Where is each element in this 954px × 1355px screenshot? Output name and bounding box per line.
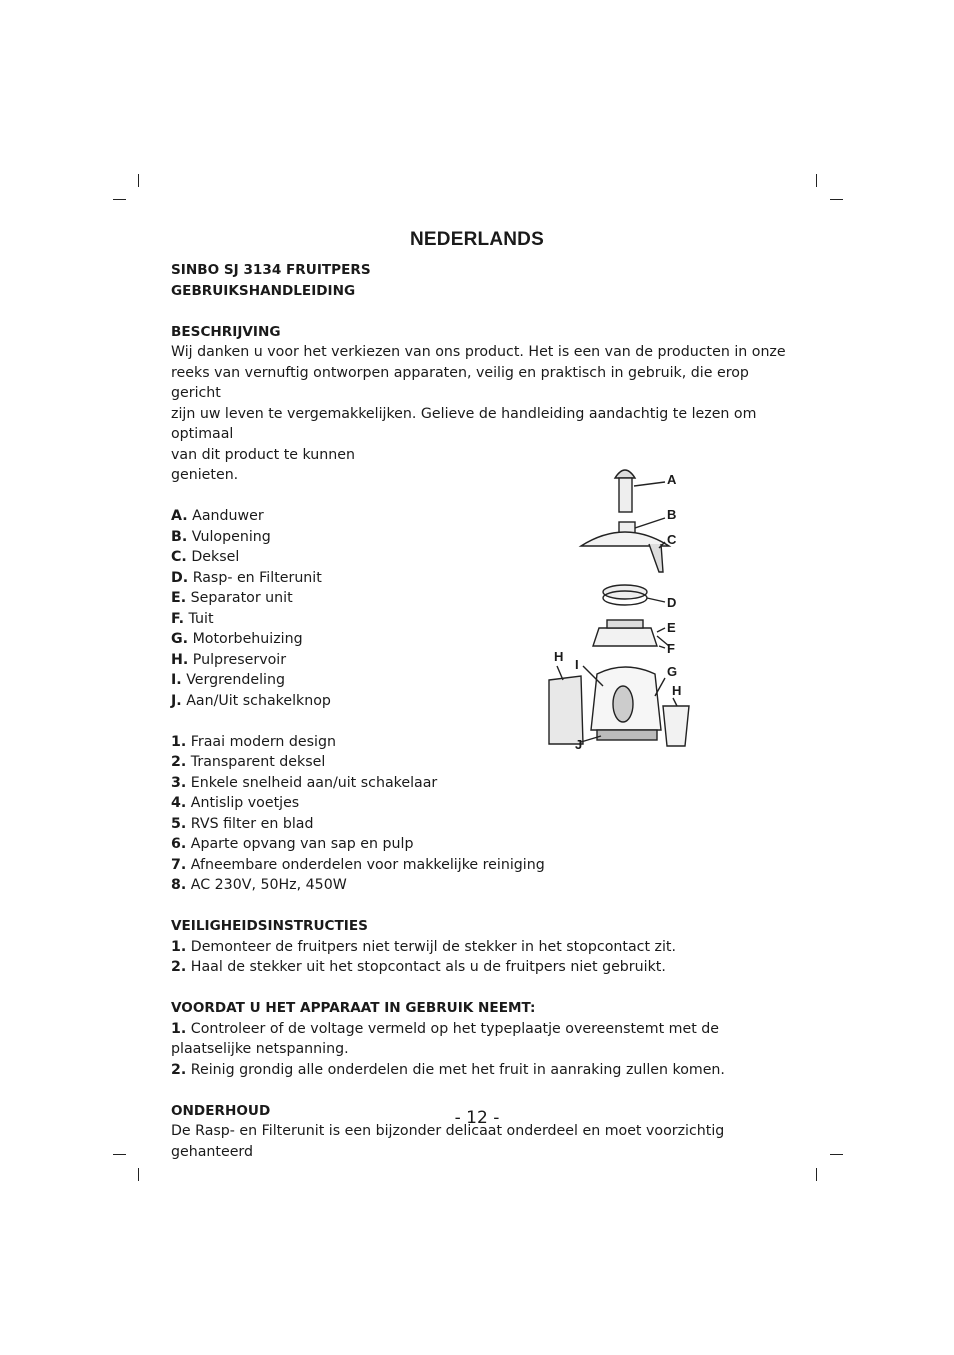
list-item: 1. Fraai modern design bbox=[171, 733, 336, 750]
crop-mark-bottom-right bbox=[816, 1168, 817, 1181]
figure-label: G bbox=[667, 664, 678, 679]
language-heading: NEDERLANDS bbox=[410, 229, 544, 250]
description-line: zijn uw leven te vergemakkelijken. Gelieve de handleiding aandachtig te lezen om optimaal bbox=[171, 405, 757, 442]
list-item: 4. Antislip voetjes bbox=[171, 795, 300, 811]
list-item: 3. Enkele snelheid aan/uit schakelaar bbox=[171, 774, 438, 791]
description-heading: BESCHRIJVING bbox=[171, 323, 281, 340]
figure-label: E bbox=[667, 620, 676, 635]
description-line: reeks van vernuftig ontworpen apparaten, veilig en praktisch in gebruik, die erop gericht bbox=[171, 364, 749, 401]
figure-label: I bbox=[575, 657, 579, 672]
list-item: H. Pulpreservoir bbox=[171, 651, 287, 668]
list-item: F. Tuit bbox=[171, 610, 214, 627]
figure-label: B bbox=[667, 507, 677, 522]
juicer-diagram bbox=[537, 460, 697, 760]
list-item: 7. Afneembare onderdelen voor makkelijke reiniging bbox=[171, 856, 545, 873]
figure-label: D bbox=[667, 595, 677, 610]
page-number: - 12 - bbox=[454, 1108, 500, 1128]
figure-label: H bbox=[554, 649, 564, 664]
before-use-list bbox=[171, 1019, 787, 1081]
product-title: SINBO SJ 3134 FRUITPERS bbox=[171, 262, 371, 278]
figure-label: J bbox=[575, 737, 583, 752]
description-line: Wij danken u voor het verkiezen van ons product. Het is een van de producten in onze bbox=[171, 344, 786, 360]
crop-mark-bottom-left bbox=[113, 1154, 126, 1155]
crop-mark-bottom-left bbox=[138, 1168, 139, 1181]
figure-label: C bbox=[667, 532, 677, 547]
crop-mark-top-right bbox=[830, 199, 843, 200]
safety-heading: VEILIGHEIDSINSTRUCTIES bbox=[171, 918, 368, 934]
figure-label: F bbox=[667, 641, 675, 656]
manual-title: GEBRUIKSHANDLEIDING bbox=[171, 282, 356, 299]
list-item: B. Vulopening bbox=[171, 528, 271, 545]
list-item: E. Separator unit bbox=[171, 590, 293, 606]
figure-label: A bbox=[667, 472, 677, 487]
crop-mark-top-left bbox=[113, 199, 126, 200]
safety-list bbox=[171, 937, 787, 978]
maintenance-text: De Rasp- en Filterunit is een bijzonder delicaat onderdeel en moet voorzichtig gehanteerd bbox=[171, 1123, 725, 1160]
list-item: J. Aan/Uit schakelknop bbox=[171, 692, 331, 709]
crop-mark-top-left bbox=[138, 174, 139, 187]
list-item: 2. Transparent deksel bbox=[171, 754, 326, 770]
list-item: 1. Controleer of de voltage vermeld op het typeplaatje overeenstemt met de plaatselijke netspanning. bbox=[171, 1020, 719, 1057]
before-use-heading: VOORDAT U HET APPARAAT IN GEBRUIK NEEMT: bbox=[171, 1000, 536, 1016]
list-item: D. Rasp- en Filterunit bbox=[171, 569, 322, 586]
list-item: C. Deksel bbox=[171, 549, 240, 565]
list-item: 8. AC 230V, 50Hz, 450W bbox=[171, 877, 347, 893]
crop-mark-top-right bbox=[816, 174, 817, 187]
description-line: van dit product te kunnen bbox=[171, 446, 355, 463]
list-item: 5. RVS filter en blad bbox=[171, 815, 314, 832]
list-item: 1. Demonteer de fruitpers niet terwijl de stekker in het stopcontact zit. bbox=[171, 938, 676, 955]
figure-label: H bbox=[672, 683, 682, 698]
list-item: 6. Aparte opvang van sap en pulp bbox=[171, 836, 414, 852]
description-line: genieten. bbox=[171, 467, 239, 483]
list-item: G. Motorbehuizing bbox=[171, 631, 303, 647]
maintenance-heading: ONDERHOUD bbox=[171, 1102, 271, 1119]
crop-mark-bottom-right bbox=[830, 1154, 843, 1155]
list-item: I. Vergrendeling bbox=[171, 672, 285, 688]
list-item: A. Aanduwer bbox=[171, 508, 264, 524]
list-item: 2. Haal de stekker uit het stopcontact als u de fruitpers niet gebruikt. bbox=[171, 959, 666, 975]
list-item: 2. Reinig grondig alle onderdelen die met het fruit in aanraking zullen komen. bbox=[171, 1061, 725, 1078]
juicer-exploded-illustration bbox=[537, 460, 697, 760]
